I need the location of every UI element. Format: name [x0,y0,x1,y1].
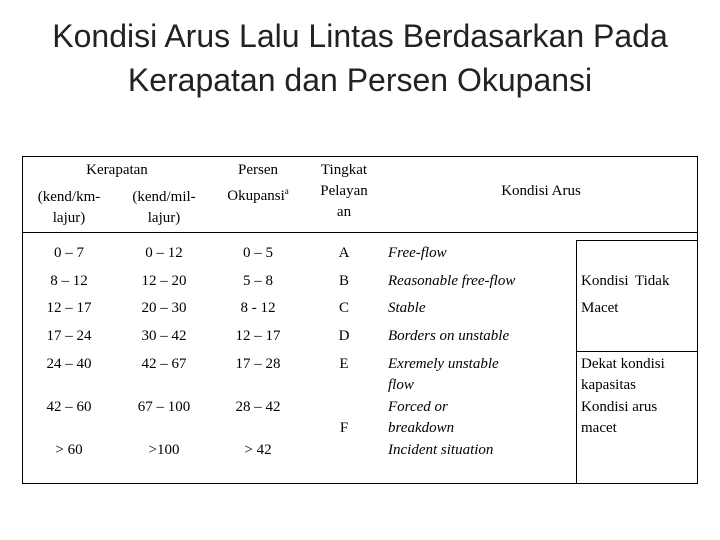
group-kapasitas-line4: macet [581,420,617,436]
header-persen-line1: Persen [238,162,278,178]
group-left-border [576,240,577,484]
cell-kend-mil: 0 – 12 [145,245,183,261]
group-kapasitas-line1: Dekat kondisi [581,356,665,372]
cell-persen: 12 – 17 [235,328,281,344]
group-top-border [576,240,698,241]
table-right-border [697,156,698,484]
title-line-2: Kerapatan dan Persen Okupansi [127,62,593,98]
table-top-border [22,156,698,157]
cell-kend-mil: 12 – 20 [141,273,187,289]
cell-persen: 8 - 12 [240,300,276,316]
group-tidak-macet-line1: Kondisi Tidak [581,273,670,289]
cell-kend-km: 12 – 17 [46,300,92,316]
table-bottom-border [22,483,698,484]
group-kapasitas-line2: kapasitas [581,377,636,393]
cell-persen: 28 – 42 [235,399,281,415]
cell-kend-km: 24 – 40 [46,356,92,372]
cell-kondisi: Borders on unstable [388,328,510,344]
cell-kondisi-line1: Forced or [388,399,448,415]
cell-kondisi: Stable [388,300,426,316]
cell-los: C [338,300,349,316]
header-kend-mil-line2: lajur) [147,210,181,226]
title-line-1: Kondisi Arus Lalu Lintas Berdasarkan Pada [52,18,668,54]
cell-kend-mil: >100 [148,442,180,458]
cell-kondisi-line2: flow [388,377,414,393]
header-persen-line2: Okupansi$^a$ [227,186,289,204]
cell-kondisi: Incident situation [388,442,494,458]
cell-kend-km: > 60 [55,442,83,458]
cell-kend-km: 42 – 60 [46,399,92,415]
cell-kondisi: Free-flow [388,245,447,261]
cell-los: D [338,328,350,344]
cell-kend-km: 0 – 7 [54,245,84,261]
cell-kondisi-line1: Exremely unstable [388,356,499,372]
group-tidak-macet-line2: Macet [581,300,619,316]
cell-los: A [338,245,350,261]
cell-los: B [338,273,349,289]
header-tingkat-line2: Pelayan [320,183,368,199]
header-tingkat-line3: an [336,204,352,220]
cell-kend-km: 8 – 12 [50,273,88,289]
cell-los: E [339,356,349,372]
cell-kend-mil: 67 – 100 [137,399,191,415]
header-persen-superscript: a [284,186,289,196]
cell-kend-mil: 42 – 67 [141,356,187,372]
cell-kend-mil: 30 – 42 [141,328,187,344]
cell-kend-mil: 20 – 30 [141,300,187,316]
cell-persen: > 42 [244,442,272,458]
header-tingkat-line1: Tingkat [320,162,368,178]
header-kend-mil-line1: (kend/mil- [132,189,196,205]
cell-persen: 5 – 8 [243,273,273,289]
cell-kondisi: Reasonable free-flow [388,273,516,289]
header-kend-km-line2: lajur) [52,210,86,226]
header-kend-km-line1: (kend/km- [37,189,101,205]
header-kerapatan: Kerapatan [86,162,148,178]
cell-kend-km: 17 – 24 [46,328,92,344]
cell-kondisi-line2: breakdown [388,420,455,436]
cell-persen: 17 – 28 [235,356,281,372]
cell-los: F [339,420,349,436]
group-kapasitas-line3: Kondisi arus [581,399,658,415]
header-kondisi-arus: Kondisi Arus [501,183,581,199]
cell-persen: 0 – 5 [243,245,273,261]
header-bottom-border [22,232,698,233]
group-divider [576,351,698,352]
